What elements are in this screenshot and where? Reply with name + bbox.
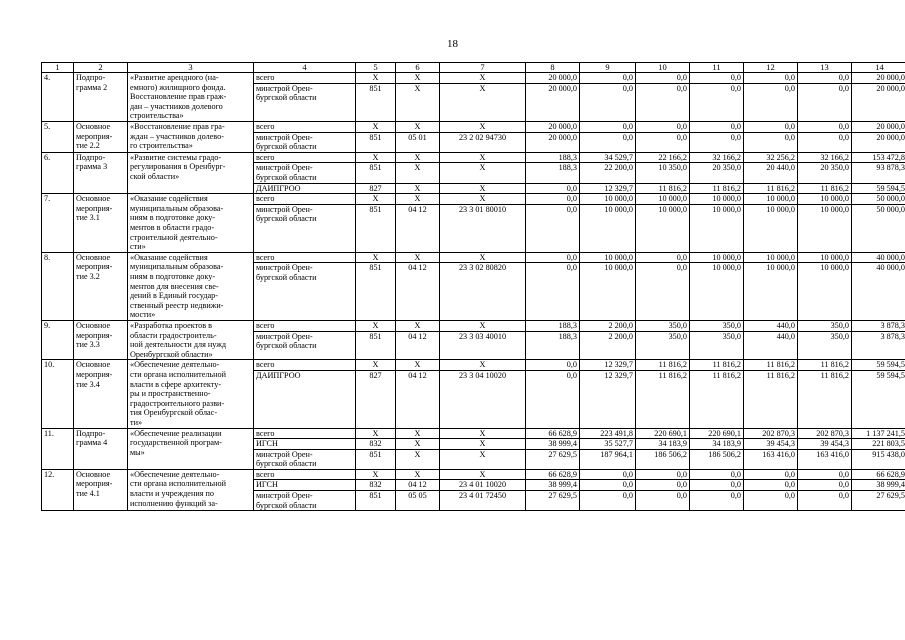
header-row bbox=[42, 63, 905, 73]
amount-cell: 40 000,0 bbox=[852, 263, 905, 321]
code-section: 04 12 bbox=[396, 331, 440, 360]
amount-cell: 0,0 bbox=[636, 121, 690, 132]
executor: минстрой Орен- бургской области bbox=[254, 163, 356, 183]
amount-cell: 10 000,0 bbox=[580, 194, 636, 205]
amount-cell: 220 690,1 bbox=[690, 428, 744, 439]
column-header: 11 bbox=[690, 63, 744, 73]
amount-cell: 0,0 bbox=[690, 132, 744, 152]
amount-cell: 188,3 bbox=[526, 331, 580, 360]
executor: минстрой Орен- бургской области bbox=[254, 449, 356, 469]
code-section: Х bbox=[396, 360, 440, 371]
code-section: 05 01 bbox=[396, 132, 440, 152]
amount-cell: 202 870,3 bbox=[798, 428, 852, 439]
code-target: Х bbox=[440, 83, 526, 121]
row-number: 11. bbox=[42, 428, 74, 469]
amount-cell: 12 329,7 bbox=[580, 360, 636, 371]
code-grbs: 827 bbox=[356, 183, 396, 194]
amount-cell: 440,0 bbox=[744, 331, 798, 360]
amount-cell: 10 000,0 bbox=[744, 252, 798, 263]
amount-cell: 0,0 bbox=[580, 491, 636, 511]
amount-cell: 202 870,3 bbox=[744, 428, 798, 439]
amount-cell: 0,0 bbox=[636, 252, 690, 263]
code-target: Х bbox=[440, 439, 526, 450]
amount-cell: 0,0 bbox=[798, 121, 852, 132]
amount-cell: 0,0 bbox=[690, 121, 744, 132]
program-type: Подпро- грамма 2 bbox=[74, 73, 128, 122]
amount-cell: 188,3 bbox=[526, 152, 580, 163]
code-section: Х bbox=[396, 83, 440, 121]
executor: всего bbox=[254, 320, 356, 331]
amount-cell: 3 878,3 bbox=[852, 320, 905, 331]
table-row bbox=[42, 73, 905, 84]
code-grbs: Х bbox=[356, 194, 396, 205]
budget-table bbox=[41, 62, 905, 511]
amount-cell: 20 440,0 bbox=[744, 163, 798, 183]
amount-cell: 0,0 bbox=[636, 132, 690, 152]
amount-cell: 20 000,0 bbox=[526, 83, 580, 121]
amount-cell: 220 690,1 bbox=[636, 428, 690, 439]
column-header: 8 bbox=[526, 63, 580, 73]
column-header: 3 bbox=[128, 63, 254, 73]
amount-cell: 20 000,0 bbox=[526, 132, 580, 152]
amount-cell: 59 594,5 bbox=[852, 183, 905, 194]
amount-cell: 0,0 bbox=[526, 252, 580, 263]
executor: минстрой Орен- бургской области bbox=[254, 132, 356, 152]
amount-cell: 27 629,5 bbox=[526, 449, 580, 469]
amount-cell: 2 200,0 bbox=[580, 320, 636, 331]
amount-cell: 0,0 bbox=[580, 469, 636, 480]
amount-cell: 186 506,2 bbox=[636, 449, 690, 469]
amount-cell: 0,0 bbox=[580, 83, 636, 121]
executor: минстрой Орен- бургской области bbox=[254, 204, 356, 252]
code-target: 23 3 03 40010 bbox=[440, 331, 526, 360]
amount-cell: 0,0 bbox=[580, 132, 636, 152]
amount-cell: 11 816,2 bbox=[798, 183, 852, 194]
program-name: «Оказание содействия муниципальным образова- ниям в подготовке доку- ментов в области градо- строительной деятельно- сти» bbox=[128, 194, 254, 253]
program-type: Основное мероприя- тие 3.1 bbox=[74, 194, 128, 253]
amount-cell: 11 816,2 bbox=[690, 370, 744, 428]
executor: всего bbox=[254, 360, 356, 371]
code-target: Х bbox=[440, 320, 526, 331]
amount-cell: 40 000,0 bbox=[852, 252, 905, 263]
column-header: 4 bbox=[254, 63, 356, 73]
row-number: 10. bbox=[42, 360, 74, 428]
amount-cell: 34 529,7 bbox=[580, 152, 636, 163]
amount-cell: 50 000,0 bbox=[852, 204, 905, 252]
code-section: Х bbox=[396, 152, 440, 163]
amount-cell: 10 000,0 bbox=[798, 252, 852, 263]
row-number: 4. bbox=[42, 73, 74, 122]
amount-cell: 10 000,0 bbox=[580, 204, 636, 252]
program-name: «Оказание содействия муниципальным образова- ниям в подготовке доку- ментов для внесения све- дений в Единый государ- ственный реестр недвижи- мости» bbox=[128, 252, 254, 320]
amount-cell: 153 472,8 bbox=[852, 152, 905, 163]
code-grbs: 851 bbox=[356, 331, 396, 360]
row-number: 6. bbox=[42, 152, 74, 193]
executor: минстрой Орен- бургской области bbox=[254, 331, 356, 360]
amount-cell: 38 999,4 bbox=[526, 439, 580, 450]
executor: ДАИПГРОО bbox=[254, 370, 356, 428]
amount-cell: 0,0 bbox=[798, 73, 852, 84]
amount-cell: 350,0 bbox=[690, 331, 744, 360]
amount-cell: 0,0 bbox=[526, 263, 580, 321]
code-grbs: Х bbox=[356, 152, 396, 163]
column-header: 13 bbox=[798, 63, 852, 73]
amount-cell: 0,0 bbox=[798, 132, 852, 152]
amount-cell: 0,0 bbox=[526, 194, 580, 205]
code-grbs: Х bbox=[356, 428, 396, 439]
executor: всего bbox=[254, 194, 356, 205]
amount-cell: 0,0 bbox=[744, 132, 798, 152]
executor: всего bbox=[254, 121, 356, 132]
code-target: Х bbox=[440, 73, 526, 84]
code-grbs: Х bbox=[356, 121, 396, 132]
code-target: Х bbox=[440, 428, 526, 439]
amount-cell: 0,0 bbox=[690, 469, 744, 480]
amount-cell: 35 527,7 bbox=[580, 439, 636, 450]
table-row bbox=[42, 469, 905, 480]
amount-cell: 10 350,0 bbox=[636, 163, 690, 183]
code-target: 23 2 02 94730 bbox=[440, 132, 526, 152]
amount-cell: 32 166,2 bbox=[798, 152, 852, 163]
amount-cell: 20 000,0 bbox=[852, 132, 905, 152]
amount-cell: 10 000,0 bbox=[690, 252, 744, 263]
amount-cell: 0,0 bbox=[798, 491, 852, 511]
code-target: 23 4 01 72450 bbox=[440, 491, 526, 511]
code-grbs: 851 bbox=[356, 163, 396, 183]
column-header: 14 bbox=[852, 63, 905, 73]
amount-cell: 39 454,3 bbox=[798, 439, 852, 450]
code-section: Х bbox=[396, 252, 440, 263]
column-header: 9 bbox=[580, 63, 636, 73]
code-grbs: 851 bbox=[356, 83, 396, 121]
amount-cell: 20 000,0 bbox=[526, 121, 580, 132]
amount-cell: 11 816,2 bbox=[744, 183, 798, 194]
program-name: «Разработка проектов в области градостроитель- ной деятельности для нужд Оренбургской области» bbox=[128, 320, 254, 359]
program-name: «Развитие системы градо- регулирования в Оренбург- ской области» bbox=[128, 152, 254, 193]
amount-cell: 20 000,0 bbox=[852, 73, 905, 84]
amount-cell: 59 594,5 bbox=[852, 370, 905, 428]
amount-cell: 27 629,5 bbox=[526, 491, 580, 511]
code-section: 04 12 bbox=[396, 263, 440, 321]
amount-cell: 10 000,0 bbox=[744, 204, 798, 252]
program-name: «Обеспечение деятельно- сти органа исполнительной власти и учреждения по исполнению функций за- bbox=[128, 469, 254, 510]
amount-cell: 0,0 bbox=[744, 121, 798, 132]
amount-cell: 11 816,2 bbox=[798, 360, 852, 371]
amount-cell: 0,0 bbox=[526, 360, 580, 371]
amount-cell: 11 816,2 bbox=[798, 370, 852, 428]
amount-cell: 39 454,3 bbox=[744, 439, 798, 450]
row-number: 12. bbox=[42, 469, 74, 510]
amount-cell: 0,0 bbox=[744, 491, 798, 511]
code-grbs: 851 bbox=[356, 204, 396, 252]
amount-cell: 11 816,2 bbox=[744, 360, 798, 371]
code-target: Х bbox=[440, 360, 526, 371]
column-header: 5 bbox=[356, 63, 396, 73]
code-section: Х bbox=[396, 183, 440, 194]
code-target: Х bbox=[440, 163, 526, 183]
amount-cell: 10 000,0 bbox=[798, 204, 852, 252]
code-grbs: Х bbox=[356, 469, 396, 480]
program-name: «Обеспечение реализации государственной програм- мы» bbox=[128, 428, 254, 469]
executor: ДАИПГРОО bbox=[254, 183, 356, 194]
program-type: Подпро- грамма 3 bbox=[74, 152, 128, 193]
table-row bbox=[42, 252, 905, 263]
code-grbs: 851 bbox=[356, 132, 396, 152]
amount-cell: 0,0 bbox=[526, 370, 580, 428]
amount-cell: 20 000,0 bbox=[526, 73, 580, 84]
amount-cell: 12 329,7 bbox=[580, 183, 636, 194]
program-type: Подпро- грамма 4 bbox=[74, 428, 128, 469]
amount-cell: 0,0 bbox=[636, 480, 690, 491]
amount-cell: 11 816,2 bbox=[690, 183, 744, 194]
amount-cell: 163 416,0 bbox=[744, 449, 798, 469]
amount-cell: 2 200,0 bbox=[580, 331, 636, 360]
amount-cell: 11 816,2 bbox=[636, 360, 690, 371]
amount-cell: 3 878,3 bbox=[852, 331, 905, 360]
program-name: «Развитие арендного (на- емного) жилищного фонда. Восстановление прав граж- дан – участников долевого строительства» bbox=[128, 73, 254, 122]
amount-cell: 0,0 bbox=[690, 73, 744, 84]
code-section: Х bbox=[396, 194, 440, 205]
code-section: Х bbox=[396, 73, 440, 84]
code-grbs: Х bbox=[356, 360, 396, 371]
table-row bbox=[42, 320, 905, 331]
amount-cell: 11 816,2 bbox=[690, 360, 744, 371]
program-name: «Восстановление прав гра- ждан – участников долево- го строительства» bbox=[128, 121, 254, 152]
code-target: 23 3 02 80820 bbox=[440, 263, 526, 321]
row-number: 5. bbox=[42, 121, 74, 152]
code-section: Х bbox=[396, 449, 440, 469]
amount-cell: 0,0 bbox=[580, 73, 636, 84]
amount-cell: 50 000,0 bbox=[852, 194, 905, 205]
column-header: 6 bbox=[396, 63, 440, 73]
table-row bbox=[42, 360, 905, 371]
code-target: Х bbox=[440, 449, 526, 469]
amount-cell: 12 329,7 bbox=[580, 370, 636, 428]
amount-cell: 440,0 bbox=[744, 320, 798, 331]
code-target: 23 3 04 10020 bbox=[440, 370, 526, 428]
amount-cell: 0,0 bbox=[636, 469, 690, 480]
amount-cell: 10 000,0 bbox=[580, 252, 636, 263]
column-header: 7 bbox=[440, 63, 526, 73]
program-type: Основное мероприя- тие 2.2 bbox=[74, 121, 128, 152]
amount-cell: 350,0 bbox=[636, 331, 690, 360]
executor: минстрой Орен- бургской области bbox=[254, 263, 356, 321]
code-section: Х bbox=[396, 320, 440, 331]
amount-cell: 350,0 bbox=[798, 331, 852, 360]
amount-cell: 10 000,0 bbox=[636, 204, 690, 252]
executor: минстрой Орен- бургской области bbox=[254, 83, 356, 121]
amount-cell: 915 438,0 bbox=[852, 449, 905, 469]
executor: всего bbox=[254, 469, 356, 480]
code-section: 05 05 bbox=[396, 491, 440, 511]
amount-cell: 187 964,1 bbox=[580, 449, 636, 469]
amount-cell: 0,0 bbox=[744, 480, 798, 491]
code-target: Х bbox=[440, 152, 526, 163]
code-grbs: Х bbox=[356, 252, 396, 263]
code-grbs: Х bbox=[356, 73, 396, 84]
code-grbs: 832 bbox=[356, 439, 396, 450]
executor: всего bbox=[254, 152, 356, 163]
row-number: 8. bbox=[42, 252, 74, 320]
code-section: 04 12 bbox=[396, 370, 440, 428]
row-number: 7. bbox=[42, 194, 74, 253]
code-section: 04 12 bbox=[396, 480, 440, 491]
amount-cell: 11 816,2 bbox=[636, 183, 690, 194]
amount-cell: 163 416,0 bbox=[798, 449, 852, 469]
code-section: Х bbox=[396, 439, 440, 450]
column-header: 10 bbox=[636, 63, 690, 73]
amount-cell: 350,0 bbox=[636, 320, 690, 331]
table-row bbox=[42, 152, 905, 163]
amount-cell: 20 350,0 bbox=[690, 163, 744, 183]
amount-cell: 0,0 bbox=[744, 83, 798, 121]
amount-cell: 10 000,0 bbox=[690, 204, 744, 252]
amount-cell: 66 628,9 bbox=[526, 428, 580, 439]
amount-cell: 0,0 bbox=[690, 480, 744, 491]
code-target: 23 3 01 80010 bbox=[440, 204, 526, 252]
amount-cell: 0,0 bbox=[580, 121, 636, 132]
column-header: 1 bbox=[42, 63, 74, 73]
table-row bbox=[42, 428, 905, 439]
code-target: Х bbox=[440, 194, 526, 205]
code-target: Х bbox=[440, 252, 526, 263]
amount-cell: 221 803,5 bbox=[852, 439, 905, 450]
amount-cell: 32 256,2 bbox=[744, 152, 798, 163]
code-section: Х bbox=[396, 121, 440, 132]
column-header: 2 bbox=[74, 63, 128, 73]
code-grbs: Х bbox=[356, 320, 396, 331]
amount-cell: 10 000,0 bbox=[744, 194, 798, 205]
amount-cell: 0,0 bbox=[744, 469, 798, 480]
amount-cell: 66 628,9 bbox=[526, 469, 580, 480]
amount-cell: 0,0 bbox=[526, 183, 580, 194]
code-grbs: 832 bbox=[356, 480, 396, 491]
amount-cell: 0,0 bbox=[580, 480, 636, 491]
amount-cell: 0,0 bbox=[798, 83, 852, 121]
code-section: Х bbox=[396, 163, 440, 183]
amount-cell: 0,0 bbox=[798, 480, 852, 491]
amount-cell: 0,0 bbox=[636, 263, 690, 321]
amount-cell: 34 183,9 bbox=[636, 439, 690, 450]
amount-cell: 10 000,0 bbox=[690, 263, 744, 321]
amount-cell: 38 999,4 bbox=[526, 480, 580, 491]
page-number: 18 bbox=[447, 38, 458, 50]
code-target: 23 4 01 10020 bbox=[440, 480, 526, 491]
amount-cell: 0,0 bbox=[636, 83, 690, 121]
amount-cell: 20 000,0 bbox=[852, 83, 905, 121]
amount-cell: 22 166,2 bbox=[636, 152, 690, 163]
program-type: Основное мероприя- тие 3.3 bbox=[74, 320, 128, 359]
amount-cell: 20 350,0 bbox=[798, 163, 852, 183]
column-header: 12 bbox=[744, 63, 798, 73]
executor: ИГСН bbox=[254, 480, 356, 491]
amount-cell: 10 000,0 bbox=[580, 263, 636, 321]
amount-cell: 10 000,0 bbox=[798, 263, 852, 321]
code-section: Х bbox=[396, 428, 440, 439]
amount-cell: 1 137 241,5 bbox=[852, 428, 905, 439]
amount-cell: 11 816,2 bbox=[744, 370, 798, 428]
amount-cell: 11 816,2 bbox=[636, 370, 690, 428]
amount-cell: 350,0 bbox=[798, 320, 852, 331]
amount-cell: 10 000,0 bbox=[636, 194, 690, 205]
code-grbs: 851 bbox=[356, 263, 396, 321]
amount-cell: 350,0 bbox=[690, 320, 744, 331]
code-target: Х bbox=[440, 183, 526, 194]
code-grbs: 827 bbox=[356, 370, 396, 428]
amount-cell: 0,0 bbox=[636, 491, 690, 511]
amount-cell: 223 491,8 bbox=[580, 428, 636, 439]
program-type: Основное мероприя- тие 3.2 bbox=[74, 252, 128, 320]
amount-cell: 10 000,0 bbox=[798, 194, 852, 205]
amount-cell: 34 183,9 bbox=[690, 439, 744, 450]
amount-cell: 0,0 bbox=[798, 469, 852, 480]
amount-cell: 0,0 bbox=[744, 73, 798, 84]
executor: минстрой Орен- бургской области bbox=[254, 491, 356, 511]
row-number: 9. bbox=[42, 320, 74, 359]
executor: всего bbox=[254, 73, 356, 84]
amount-cell: 38 999,4 bbox=[852, 480, 905, 491]
amount-cell: 59 594,5 bbox=[852, 360, 905, 371]
code-grbs: 851 bbox=[356, 491, 396, 511]
amount-cell: 10 000,0 bbox=[744, 263, 798, 321]
code-section: 04 12 bbox=[396, 204, 440, 252]
amount-cell: 0,0 bbox=[690, 491, 744, 511]
amount-cell: 10 000,0 bbox=[690, 194, 744, 205]
code-grbs: 851 bbox=[356, 449, 396, 469]
amount-cell: 0,0 bbox=[636, 73, 690, 84]
program-type: Основное мероприя- тие 3.4 bbox=[74, 360, 128, 428]
program-type: Основное мероприя- тие 4.1 bbox=[74, 469, 128, 510]
table-row bbox=[42, 194, 905, 205]
code-target: Х bbox=[440, 469, 526, 480]
amount-cell: 66 628,9 bbox=[852, 469, 905, 480]
amount-cell: 186 506,2 bbox=[690, 449, 744, 469]
amount-cell: 188,3 bbox=[526, 163, 580, 183]
executor: ИГСН bbox=[254, 439, 356, 450]
code-section: Х bbox=[396, 469, 440, 480]
executor: всего bbox=[254, 252, 356, 263]
executor: всего bbox=[254, 428, 356, 439]
amount-cell: 20 000,0 bbox=[852, 121, 905, 132]
amount-cell: 22 200,0 bbox=[580, 163, 636, 183]
amount-cell: 188,3 bbox=[526, 320, 580, 331]
table-row bbox=[42, 121, 905, 132]
amount-cell: 0,0 bbox=[526, 204, 580, 252]
amount-cell: 93 878,3 bbox=[852, 163, 905, 183]
code-target: Х bbox=[440, 121, 526, 132]
amount-cell: 32 166,2 bbox=[690, 152, 744, 163]
amount-cell: 0,0 bbox=[690, 83, 744, 121]
amount-cell: 27 629,5 bbox=[852, 491, 905, 511]
program-name: «Обеспечение деятельно- сти органа исполнительной власти в сфере архитекту- ры и пространственно- градостроительного разви- тия Оренбургской облас- ти» bbox=[128, 360, 254, 428]
